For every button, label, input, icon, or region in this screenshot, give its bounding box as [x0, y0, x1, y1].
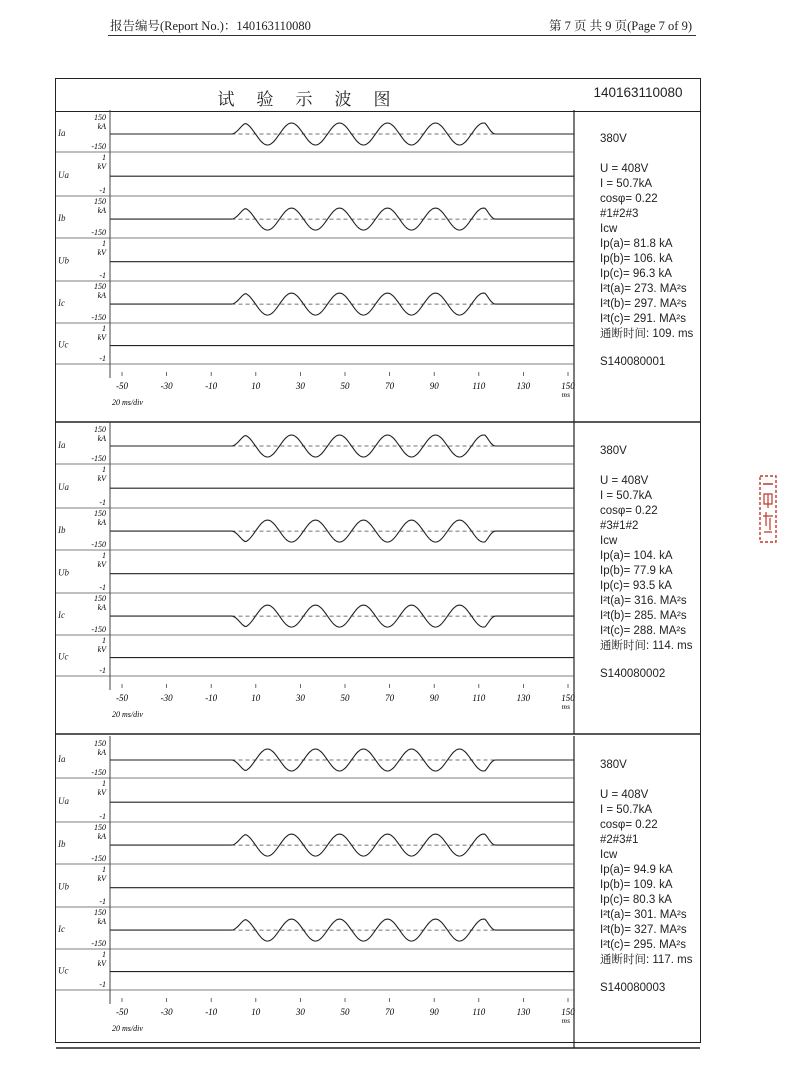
x-tick-label: 110	[472, 381, 486, 391]
scale-min: -1	[99, 354, 106, 363]
scale-max: 150	[94, 197, 106, 206]
page-title: 试验示波图	[217, 90, 413, 110]
channel-label: Ub	[58, 567, 69, 578]
peak-current: Ip(b)= 109. kA	[600, 879, 673, 891]
peak-current: Ip(c)= 80.3 kA	[600, 894, 672, 906]
scale-min: -150	[91, 768, 106, 777]
breaking-time: 通断时间: 117. ms	[600, 954, 693, 966]
x-tick-label: 10	[251, 1007, 261, 1017]
i2t-value: I²t(a)= 273. MA²s	[600, 283, 687, 295]
x-tick-label: -30	[160, 381, 173, 391]
channel-label: Ua	[58, 796, 69, 806]
scale-unit: kA	[97, 122, 106, 131]
system-voltage: 380V	[600, 133, 627, 145]
peak-current: Ip(b)= 106. kA	[600, 253, 673, 265]
scale-max: 1	[102, 324, 106, 333]
scale-max: 150	[94, 739, 106, 748]
channel-label: Ub	[58, 255, 69, 266]
scale-unit: kV	[97, 645, 106, 654]
test-mode: Icw	[600, 535, 618, 547]
scale-max: 150	[94, 113, 106, 122]
sample-id: S140080002	[600, 668, 666, 680]
scale-unit: kV	[97, 959, 106, 968]
sample-id: S140080001	[600, 356, 666, 368]
i2t-value: I²t(c)= 291. MA²s	[600, 313, 686, 325]
test-voltage: U = 408V	[600, 789, 649, 801]
scale-min: -1	[99, 271, 106, 280]
peak-current: Ip(a)= 104. kA	[600, 550, 673, 562]
sample-id: S140080003	[600, 982, 666, 994]
scale-max: 150	[94, 425, 106, 434]
scale-unit: kV	[97, 162, 106, 171]
x-tick-label: 30	[295, 381, 305, 391]
channel-label: Ia	[58, 754, 66, 764]
channel-label: Uc	[58, 339, 69, 350]
scale-unit: kA	[97, 434, 106, 443]
scale-unit: kV	[97, 248, 106, 257]
peak-current: Ip(b)= 77.9 kA	[600, 565, 673, 577]
x-tick-label: -30	[160, 693, 173, 703]
phase-sequence: #1#2#3	[600, 208, 639, 220]
scale-min: -150	[91, 142, 106, 151]
peak-current: Ip(c)= 96.3 kA	[600, 268, 672, 280]
scale-max: 150	[94, 594, 106, 603]
scale-unit: kA	[97, 748, 106, 757]
scale-min: -1	[99, 666, 106, 675]
peak-current: Ip(c)= 93.5 kA	[600, 580, 672, 592]
scale-min: -150	[91, 454, 106, 463]
scale-max: 150	[94, 823, 106, 832]
x-tick-label: 130	[516, 381, 531, 391]
x-tick-label: 30	[295, 1007, 305, 1017]
x-tick-label: -10	[205, 381, 218, 391]
x-tick-label: 90	[429, 1007, 439, 1017]
scale-max: 1	[102, 153, 106, 162]
channel-label: Ib	[58, 213, 66, 223]
x-axis-unit: ms	[561, 1016, 570, 1025]
peak-current: Ip(a)= 94.9 kA	[600, 864, 673, 876]
power-factor: cosφ= 0.22	[600, 819, 658, 831]
channel-label: Ic	[58, 924, 65, 934]
x-tick-label: -30	[160, 1007, 173, 1017]
x-tick-label: 10	[251, 693, 261, 703]
scale-min: -150	[91, 313, 106, 322]
x-tick-label: 90	[429, 693, 439, 703]
x-tick-label: 110	[472, 1007, 486, 1017]
x-tick-label: -50	[116, 693, 128, 703]
scale-unit: kV	[97, 560, 106, 569]
scale-min: -1	[99, 583, 106, 592]
time-division: 20 ms/div	[112, 710, 143, 719]
x-tick-label: -50	[116, 381, 128, 391]
system-voltage: 380V	[600, 759, 627, 771]
channel-label: Ib	[58, 525, 66, 535]
scale-min: -150	[91, 228, 106, 237]
i2t-value: I²t(c)= 295. MA²s	[600, 939, 686, 951]
i2t-value: I²t(c)= 288. MA²s	[600, 625, 686, 637]
scale-max: 150	[94, 908, 106, 917]
scale-min: -150	[91, 939, 106, 948]
power-factor: cosφ= 0.22	[600, 193, 658, 205]
x-tick-label: 130	[516, 1007, 531, 1017]
scale-unit: kV	[97, 788, 106, 797]
scale-max: 150	[94, 509, 106, 518]
scale-unit: kA	[97, 518, 106, 527]
scale-max: 1	[102, 636, 106, 645]
time-division: 20 ms/div	[112, 398, 143, 407]
report-number: 140163110080	[593, 85, 683, 100]
phase-sequence: #3#1#2	[600, 520, 639, 532]
phase-sequence: #2#3#1	[600, 834, 639, 846]
channel-label: Uc	[58, 965, 69, 976]
page-number: 第 7 页 共 9 页(Page 7 of 9)	[548, 19, 692, 33]
scale-max: 1	[102, 865, 106, 874]
channel-label: Ub	[58, 881, 69, 892]
x-tick-label: 30	[295, 693, 305, 703]
breaking-time: 通断时间: 109. ms	[600, 328, 694, 340]
channel-label: Ic	[58, 610, 65, 620]
scale-unit: kV	[97, 333, 106, 342]
x-tick-label: 70	[385, 381, 395, 391]
x-axis-unit: ms	[561, 702, 570, 711]
channel-label: Ia	[58, 440, 66, 450]
scale-min: -1	[99, 812, 106, 821]
scale-min: -150	[91, 625, 106, 634]
scale-min: -150	[91, 540, 106, 549]
channel-label: Ib	[58, 839, 66, 849]
i2t-value: I²t(b)= 297. MA²s	[600, 298, 687, 310]
x-tick-label: -50	[116, 1007, 128, 1017]
seal-stamp	[758, 474, 778, 544]
scale-min: -1	[99, 980, 106, 989]
x-tick-label: -10	[205, 693, 218, 703]
i2t-value: I²t(a)= 316. MA²s	[600, 595, 687, 607]
x-tick-label: 50	[340, 693, 350, 703]
system-voltage: 380V	[600, 445, 627, 457]
i2t-value: I²t(b)= 327. MA²s	[600, 924, 687, 936]
x-tick-label: -10	[205, 1007, 218, 1017]
scale-min: -1	[99, 186, 106, 195]
test-mode: Icw	[600, 849, 618, 861]
x-tick-label: 150	[561, 381, 575, 391]
scale-max: 1	[102, 950, 106, 959]
test-current: I = 50.7kA	[600, 490, 653, 502]
scale-max: 1	[102, 551, 106, 560]
scale-max: 1	[102, 239, 106, 248]
breaking-time: 通断时间: 114. ms	[600, 640, 693, 652]
scale-min: -1	[99, 897, 106, 906]
scale-unit: kA	[97, 206, 106, 215]
channel-label: Uc	[58, 651, 69, 662]
x-tick-label: 130	[516, 693, 531, 703]
channel-label: Ua	[58, 482, 69, 492]
scale-unit: kV	[97, 874, 106, 883]
time-division: 20 ms/div	[112, 1024, 143, 1033]
x-tick-label: 70	[385, 693, 395, 703]
x-tick-label: 110	[472, 693, 486, 703]
test-mode: Icw	[600, 223, 618, 235]
test-voltage: U = 408V	[600, 163, 649, 175]
test-current: I = 50.7kA	[600, 178, 653, 190]
x-axis-unit: ms	[561, 390, 570, 399]
x-tick-label: 70	[385, 1007, 395, 1017]
scale-unit: kA	[97, 917, 106, 926]
x-tick-label: 10	[251, 381, 261, 391]
peak-current: Ip(a)= 81.8 kA	[600, 238, 673, 250]
power-factor: cosφ= 0.22	[600, 505, 658, 517]
test-voltage: U = 408V	[600, 475, 649, 487]
scale-min: -150	[91, 854, 106, 863]
channel-label: Ia	[58, 128, 66, 138]
test-current: I = 50.7kA	[600, 804, 653, 816]
channel-label: Ua	[58, 170, 69, 180]
scale-unit: kA	[97, 291, 106, 300]
i2t-value: I²t(a)= 301. MA²s	[600, 909, 687, 921]
scale-unit: kA	[97, 603, 106, 612]
report-number-header: 报告编号(Report No.)：140163110080	[110, 19, 311, 33]
scale-min: -1	[99, 498, 106, 507]
scale-unit: kA	[97, 832, 106, 841]
channel-label: Ic	[58, 298, 65, 308]
scale-unit: kV	[97, 474, 106, 483]
scale-max: 1	[102, 465, 106, 474]
scale-max: 1	[102, 779, 106, 788]
x-tick-label: 50	[340, 381, 350, 391]
i2t-value: I²t(b)= 285. MA²s	[600, 610, 687, 622]
scale-max: 150	[94, 282, 106, 291]
x-tick-label: 150	[561, 693, 575, 703]
x-tick-label: 150	[561, 1007, 575, 1017]
x-tick-label: 50	[340, 1007, 350, 1017]
x-tick-label: 90	[429, 381, 439, 391]
